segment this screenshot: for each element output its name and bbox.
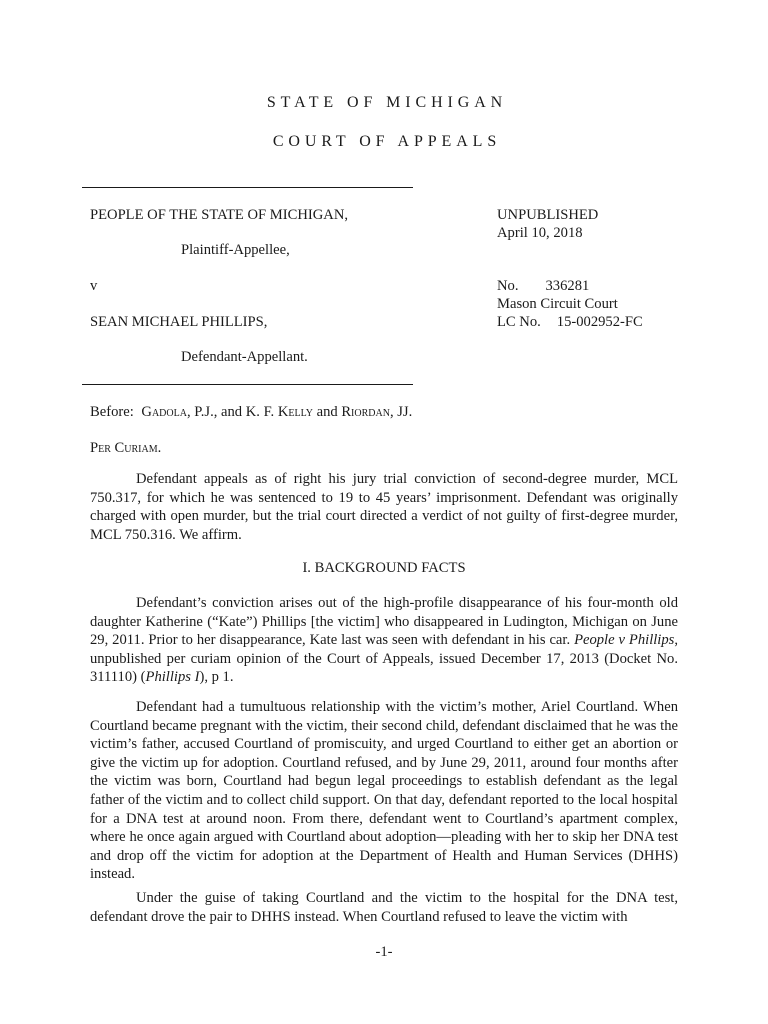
paragraph-2-text-c: ), p 1. — [199, 669, 234, 686]
court-heading: COURT OF APPEALS — [272, 133, 502, 150]
paragraph-2-text-a: Defendant’s conviction arises out of the high-profile disappearance of his four-month old daughter Katherine (“Kate”) Phillips [the victim] who disappeared in Ludington, Michigan on June 29, 2011. Prior to her disappearance, Kate last was seen with defendant in his car. — [90, 595, 678, 649]
defendant-role: Defendant-Appellant. — [181, 349, 308, 365]
paragraph-1-text: Defendant appeals as of right his jury trial conviction of second-degree murder, MCL 750.317, for which he was sentenced to 19 to 45 years’ imprisonment. Defendant was originally charged with open murder, but the trial court directed a verdict of not guilty of first-degree murder, MCL 750.316. We affirm. — [90, 471, 678, 543]
paragraph-3 — [90, 698, 678, 884]
paragraph-2 — [90, 594, 678, 687]
paragraph-3-text: Defendant had a tumultuous relationship with the victim’s mother, Ariel Courtland. When Courtland became pregnant with the victim, their second child, defendant disclaimed that he was the victim’s father, accused Courtland of promiscuity, and urged Courtland to either get an abortion or give the victim up for adoption. Courtland refused, and by June 29, 2011, around four months after the victim was born, Courtland had begun legal proceedings to establish defendant as the legal father of the victim and to collect child support. On that day, defendant reported to the local hospital for a DNA test at around noon. From there, defendant went to Courtland’s apartment complex, where he once again argued with Courtland about adoption—pleading with her to skip her DNA test and drop off the victim for adoption at the Department of Health and Human Services (DHHS) instead. — [90, 699, 678, 883]
docket-line — [497, 278, 589, 295]
docket-label: No. — [497, 278, 519, 294]
paragraph-1 — [90, 470, 678, 544]
publication-status: UNPUBLISHED — [497, 207, 599, 223]
decision-date: April 10, 2018 — [497, 225, 583, 241]
paragraph-4 — [90, 889, 678, 926]
judge1-title: , P.J., and K. F. — [186, 404, 278, 420]
per-curiam: Per Curiam. — [90, 440, 162, 456]
paragraph-2-text-b: , unpublished per curiam opinion of the Court of Appeals, issued December 17, 2013 (Docket No. 311110) ( — [90, 632, 678, 686]
panel-and: and — [312, 404, 342, 420]
trial-court: Mason Circuit Court — [497, 296, 618, 312]
caption-bottom-rule — [82, 384, 413, 385]
state-heading: STATE OF MICHIGAN — [266, 94, 508, 111]
plaintiff-name: PEOPLE OF THE STATE OF MICHIGAN, — [90, 207, 349, 223]
paragraph-4-text: Under the guise of taking Courtland and the victim to the hospital for the DNA test, defendant drove the pair to DHHS instead. When Courtland refused to leave the victim with — [90, 890, 678, 925]
versus: v — [90, 278, 98, 294]
citation-phillips-i: Phillips I — [145, 669, 200, 686]
lc-number: 15-002952-FC — [556, 314, 643, 330]
defendant-name: SEAN MICHAEL PHILLIPS, — [90, 314, 268, 330]
citation-people-v-phillips: People v Phillips — [574, 632, 675, 649]
before-label: Before: — [90, 404, 134, 420]
judge-kelly: Kelly — [277, 404, 313, 420]
page-number: -1- — [375, 944, 393, 960]
lc-label: LC No. — [497, 314, 541, 330]
judge-gadola: Gadola — [141, 404, 187, 420]
lc-line — [497, 314, 643, 331]
docket-number: 336281 — [545, 278, 590, 294]
judge-riordan: Riordan — [341, 404, 390, 420]
section-heading-background: I. BACKGROUND FACTS — [302, 560, 466, 576]
judges-title: , JJ. — [389, 404, 413, 420]
plaintiff-role: Plaintiff-Appellee, — [181, 242, 290, 258]
caption-top-rule — [82, 187, 413, 188]
panel-line — [90, 404, 412, 421]
